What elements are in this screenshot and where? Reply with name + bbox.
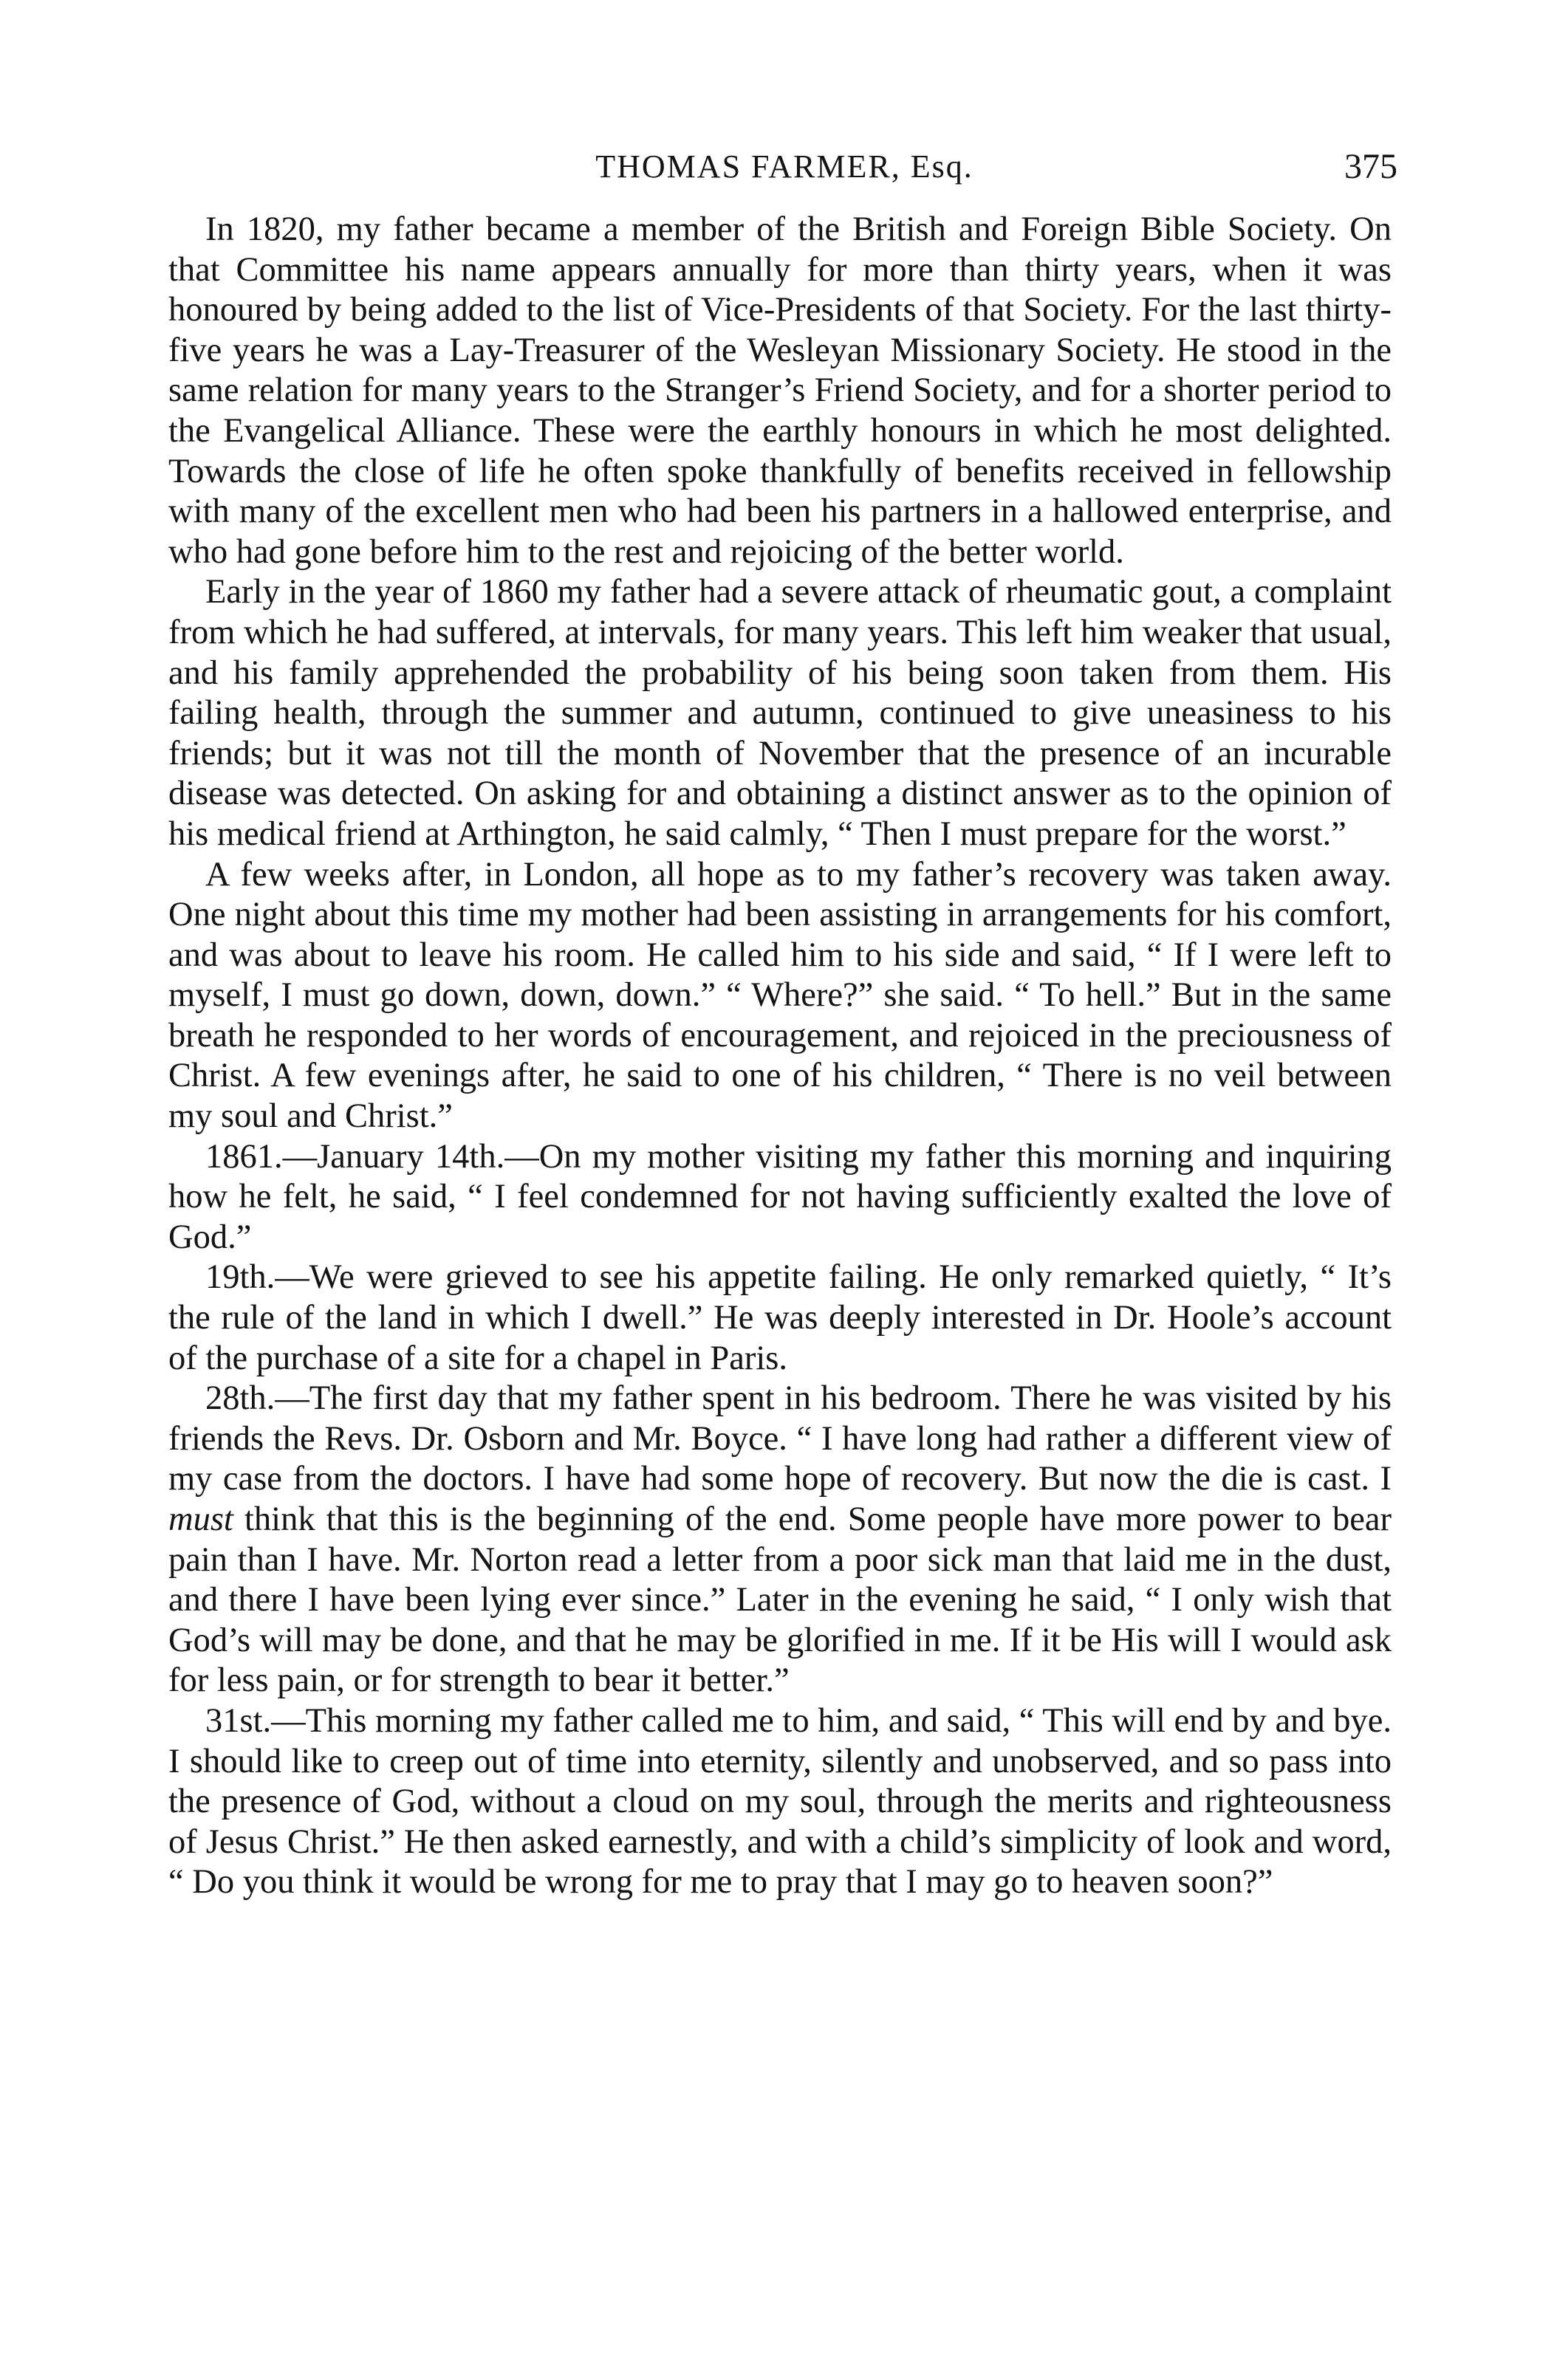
paragraph-january-28-start: 28th.—The first day that my father spent in his bedroom. There he was visited by his friends the Revs. Dr. Osborn and Mr. Boyce. “ I have long had rather a different view of my case from the doctors. I have had some hope of recovery. But now the die is cast. I — [168, 1379, 1392, 1498]
paragraph-london: A few weeks after, in London, all hope as to my father’s recovery was taken away. One night about this time my mother had been assisting in arrangements for his comfort, and was about to leave his room. He called him to his side and said, “ If I were left to myself, I must go down, down, down.” “ Where?” she said. “ To hell.” But in the same breath he responded to her words of encouragement, and rejoiced in the preciousness of Christ. A few evenings after, he said to one of his children, “ There is no veil between my soul and Christ.” — [168, 855, 1392, 1136]
paragraph-january-31: 31st.—This morning my father called me to him, and said, “ This will end by and bye. I should like to creep out of time into eternity, silently and unobserved, and so pass into the presence of God, without a cloud on my soul, through the merits and righteousness of Jesus Christ.” He then asked earnestly, and with a child’s simplicity of look and word, “ Do you think it would be wrong for me to pray that I may go to heaven soon?” — [168, 1701, 1392, 1901]
body-text — [168, 210, 1392, 1903]
running-title: THOMAS FARMER, Esq. — [595, 148, 973, 185]
emphasized-word: must — [168, 1501, 233, 1538]
paragraph-january-19: 19th.—We were grieved to see his appetite failing. He only remarked quietly, “ It’s the rule of the land in which I dwell.” He was deeply interested in Dr. Hoole’s account of the purchase of a site for a chapel in Paris. — [168, 1258, 1392, 1377]
page-number: 375 — [1344, 147, 1397, 186]
paragraph-illness-1860: Early in the year of 1860 my father had a severe attack of rheumatic gout, a complaint from which he had suffered, at intervals, for many years. This left him weaker that usual, and his family apprehended the probability of his being soon taken from them. His failing health, through the summer and autumn, continued to give uneasiness to his friends; but it was not till the month of November that the presence of an incurable disease was detected. On asking for and obtaining a distinct answer as to the opinion of his medical friend at Arthington, he said calmly, “ Then I must prepare for the worst.” — [168, 573, 1392, 853]
paragraph-bible-society: In 1820, my father became a member of the British and Foreign Bible Society. On that Committee his name appears annually for more than thirty years, when it was honoured by being added to the list of Vice-Presidents of that Society. For the last thirty-five years he was a Lay-Treasurer of the Wesleyan Missionary Society. He stood in the same relation for many years to the Stranger’s Friend Society, and for a shorter period to the Evangelical Alliance. These were the earthly honours in which he most delighted. Towards the close of life he often spoke thankfully of benefits received in fellowship with many of the excellent men who had been his partners in a hallowed enterprise, and who had gone before him to the rest and rejoicing of the better world. — [168, 210, 1392, 571]
paragraph-january-28 — [168, 1379, 1392, 1701]
paragraph-january-14: 1861.—January 14th.—On my mother visiting my father this morning and inquiring how he felt, he said, “ I feel condemned for not having sufficiently exalted the love of God.” — [168, 1137, 1392, 1256]
running-head — [171, 146, 1397, 205]
paragraph-january-28-end: think that this is the beginning of the end. Some people have more power to bear pain than I have. Mr. Norton read a letter from a poor sick man that laid me in the dust, and there I have been lying ever since.” Later in the evening he said, “ I only wish that God’s will may be done, and that he may be glorified in me. If it be His will I would ask for less pain, or for strength to bear it better.” — [168, 1501, 1392, 1700]
